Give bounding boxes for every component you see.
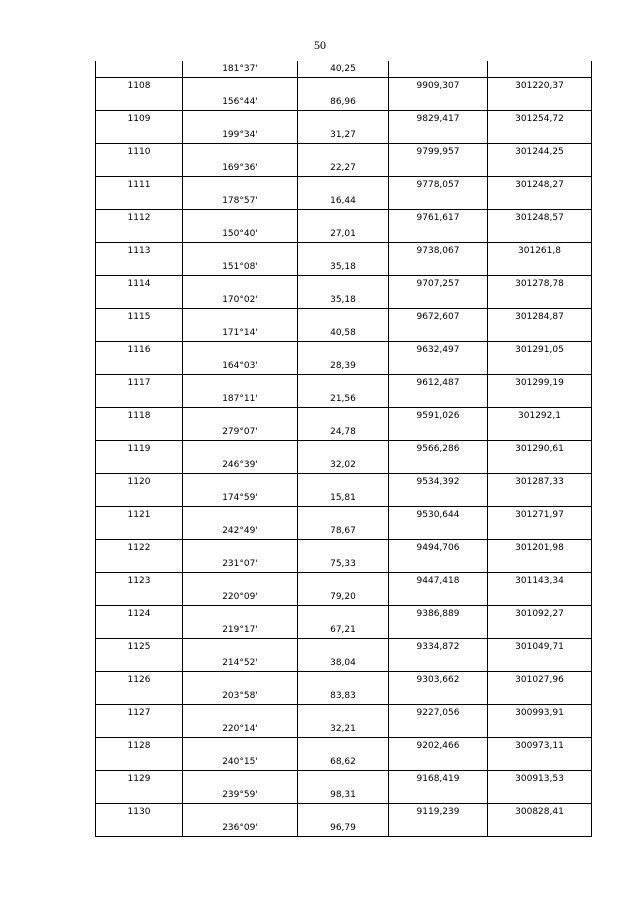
angle-cell: 169°36' bbox=[183, 160, 298, 177]
segment-row bbox=[96, 655, 592, 672]
distance-cell: 40,25 bbox=[298, 61, 389, 78]
point-id bbox=[96, 655, 183, 672]
segment-row bbox=[96, 226, 592, 243]
distance-cell: 86,96 bbox=[298, 94, 389, 111]
x-coordinate: 9591,026 bbox=[389, 408, 488, 425]
angle-cell: 164°03' bbox=[183, 358, 298, 375]
x-coordinate bbox=[389, 391, 488, 408]
point-id bbox=[96, 259, 183, 276]
y-coordinate bbox=[488, 127, 592, 144]
x-coordinate: 9447,418 bbox=[389, 573, 488, 590]
point-id: 1109 bbox=[96, 111, 183, 128]
segment-row bbox=[96, 325, 592, 342]
point-id bbox=[96, 754, 183, 771]
point-id bbox=[96, 226, 183, 243]
point-id bbox=[96, 721, 183, 738]
coordinates-table bbox=[95, 61, 592, 837]
distance-cell bbox=[298, 78, 389, 95]
x-coordinate bbox=[389, 193, 488, 210]
x-coordinate bbox=[389, 424, 488, 441]
point-id: 1126 bbox=[96, 672, 183, 689]
page-number: 50 bbox=[314, 38, 326, 52]
x-coordinate bbox=[389, 292, 488, 309]
angle-cell: 199°34' bbox=[183, 127, 298, 144]
distance-cell: 75,33 bbox=[298, 556, 389, 573]
x-coordinate: 9909,307 bbox=[389, 78, 488, 95]
distance-cell: 35,18 bbox=[298, 259, 389, 276]
distance-cell bbox=[298, 243, 389, 260]
point-row bbox=[96, 738, 592, 755]
point-id bbox=[96, 325, 183, 342]
point-id: 1110 bbox=[96, 144, 183, 161]
point-id: 1124 bbox=[96, 606, 183, 623]
x-coordinate: 9761,617 bbox=[389, 210, 488, 227]
x-coordinate: 9168,419 bbox=[389, 771, 488, 788]
segment-row bbox=[96, 688, 592, 705]
point-row bbox=[96, 144, 592, 161]
angle-cell bbox=[183, 474, 298, 491]
angle-cell: 220°09' bbox=[183, 589, 298, 606]
x-coordinate: 9202,466 bbox=[389, 738, 488, 755]
point-id bbox=[96, 193, 183, 210]
point-id: 1125 bbox=[96, 639, 183, 656]
angle-cell: 181°37' bbox=[183, 61, 298, 78]
distance-cell bbox=[298, 672, 389, 689]
x-coordinate bbox=[389, 589, 488, 606]
point-id: 1130 bbox=[96, 804, 183, 821]
segment-row bbox=[96, 589, 592, 606]
angle-cell bbox=[183, 672, 298, 689]
x-coordinate: 9334,872 bbox=[389, 639, 488, 656]
y-coordinate bbox=[488, 721, 592, 738]
point-id bbox=[96, 820, 183, 837]
point-id: 1112 bbox=[96, 210, 183, 227]
y-coordinate: 300973,11 bbox=[488, 738, 592, 755]
y-coordinate: 301244,25 bbox=[488, 144, 592, 161]
angle-cell: 236°09' bbox=[183, 820, 298, 837]
point-id: 1118 bbox=[96, 408, 183, 425]
x-coordinate: 9672,607 bbox=[389, 309, 488, 326]
y-coordinate: 301254,72 bbox=[488, 111, 592, 128]
distance-cell bbox=[298, 639, 389, 656]
angle-cell bbox=[183, 408, 298, 425]
angle-cell: 171°14' bbox=[183, 325, 298, 342]
angle-cell bbox=[183, 342, 298, 359]
segment-row bbox=[96, 820, 592, 837]
point-id: 1123 bbox=[96, 573, 183, 590]
x-coordinate bbox=[389, 523, 488, 540]
distance-cell bbox=[298, 738, 389, 755]
segment-row bbox=[96, 424, 592, 441]
angle-cell: 187°11' bbox=[183, 391, 298, 408]
x-coordinate bbox=[389, 226, 488, 243]
distance-cell bbox=[298, 705, 389, 722]
point-id: 1127 bbox=[96, 705, 183, 722]
segment-row bbox=[96, 754, 592, 771]
distance-cell: 22,27 bbox=[298, 160, 389, 177]
x-coordinate bbox=[389, 490, 488, 507]
angle-cell: 231°07' bbox=[183, 556, 298, 573]
x-coordinate: 9119,239 bbox=[389, 804, 488, 821]
segment-row bbox=[96, 193, 592, 210]
segment-row bbox=[96, 127, 592, 144]
segment-row bbox=[96, 358, 592, 375]
y-coordinate bbox=[488, 787, 592, 804]
point-row bbox=[96, 606, 592, 623]
x-coordinate: 9530,644 bbox=[389, 507, 488, 524]
x-coordinate: 9227,056 bbox=[389, 705, 488, 722]
point-id: 1129 bbox=[96, 771, 183, 788]
angle-cell bbox=[183, 210, 298, 227]
angle-cell: 203°58' bbox=[183, 688, 298, 705]
y-coordinate: 301287,33 bbox=[488, 474, 592, 491]
angle-cell: 151°08' bbox=[183, 259, 298, 276]
distance-cell: 32,02 bbox=[298, 457, 389, 474]
distance-cell: 83,83 bbox=[298, 688, 389, 705]
y-coordinate: 301201,98 bbox=[488, 540, 592, 557]
point-id bbox=[96, 622, 183, 639]
y-coordinate bbox=[488, 754, 592, 771]
point-id: 1115 bbox=[96, 309, 183, 326]
x-coordinate bbox=[389, 325, 488, 342]
point-id bbox=[96, 127, 183, 144]
distance-cell bbox=[298, 111, 389, 128]
angle-cell bbox=[183, 705, 298, 722]
y-coordinate bbox=[488, 193, 592, 210]
point-row bbox=[96, 78, 592, 95]
y-coordinate bbox=[488, 589, 592, 606]
angle-cell bbox=[183, 276, 298, 293]
point-id: 1121 bbox=[96, 507, 183, 524]
segment-row bbox=[96, 391, 592, 408]
distance-cell: 32,21 bbox=[298, 721, 389, 738]
angle-cell bbox=[183, 540, 298, 557]
point-id bbox=[96, 391, 183, 408]
angle-cell bbox=[183, 606, 298, 623]
x-coordinate bbox=[389, 721, 488, 738]
x-coordinate bbox=[389, 556, 488, 573]
angle-cell: 156°44' bbox=[183, 94, 298, 111]
segment-row bbox=[96, 292, 592, 309]
point-id bbox=[96, 292, 183, 309]
y-coordinate: 301049,71 bbox=[488, 639, 592, 656]
angle-cell bbox=[183, 144, 298, 161]
point-id bbox=[96, 424, 183, 441]
angle-cell: 178°57' bbox=[183, 193, 298, 210]
y-coordinate bbox=[488, 325, 592, 342]
angle-cell: 170°02' bbox=[183, 292, 298, 309]
x-coordinate: 9632,497 bbox=[389, 342, 488, 359]
point-id: 1120 bbox=[96, 474, 183, 491]
angle-cell: 242°49' bbox=[183, 523, 298, 540]
y-coordinate bbox=[488, 391, 592, 408]
x-coordinate: 9534,392 bbox=[389, 474, 488, 491]
angle-cell bbox=[183, 375, 298, 392]
y-coordinate: 301261,8 bbox=[488, 243, 592, 260]
y-coordinate: 301248,57 bbox=[488, 210, 592, 227]
distance-cell bbox=[298, 375, 389, 392]
angle-cell bbox=[183, 507, 298, 524]
x-coordinate bbox=[389, 688, 488, 705]
segment-row bbox=[96, 457, 592, 474]
x-coordinate: 9303,662 bbox=[389, 672, 488, 689]
angle-cell bbox=[183, 804, 298, 821]
x-coordinate: 9612,487 bbox=[389, 375, 488, 392]
distance-cell bbox=[298, 342, 389, 359]
point-row bbox=[96, 309, 592, 326]
point-row bbox=[96, 177, 592, 194]
angle-cell: 219°17' bbox=[183, 622, 298, 639]
point-row bbox=[96, 705, 592, 722]
distance-cell bbox=[298, 771, 389, 788]
point-id bbox=[96, 688, 183, 705]
angle-cell bbox=[183, 771, 298, 788]
y-coordinate bbox=[488, 523, 592, 540]
segment-row bbox=[96, 61, 592, 78]
distance-cell bbox=[298, 408, 389, 425]
point-row bbox=[96, 639, 592, 656]
point-row bbox=[96, 342, 592, 359]
distance-cell: 98,31 bbox=[298, 787, 389, 804]
angle-cell bbox=[183, 177, 298, 194]
y-coordinate: 301292,1 bbox=[488, 408, 592, 425]
distance-cell: 68,62 bbox=[298, 754, 389, 771]
y-coordinate: 301271,97 bbox=[488, 507, 592, 524]
point-row bbox=[96, 804, 592, 821]
angle-cell: 220°14' bbox=[183, 721, 298, 738]
distance-cell bbox=[298, 540, 389, 557]
distance-cell: 16,44 bbox=[298, 193, 389, 210]
angle-cell: 240°15' bbox=[183, 754, 298, 771]
y-coordinate bbox=[488, 457, 592, 474]
y-coordinate: 301284,87 bbox=[488, 309, 592, 326]
distance-cell: 38,04 bbox=[298, 655, 389, 672]
point-id: 1122 bbox=[96, 540, 183, 557]
x-coordinate: 9829,417 bbox=[389, 111, 488, 128]
point-row bbox=[96, 408, 592, 425]
y-coordinate: 301291,05 bbox=[488, 342, 592, 359]
segment-row bbox=[96, 160, 592, 177]
y-coordinate bbox=[488, 556, 592, 573]
x-coordinate bbox=[389, 94, 488, 111]
y-coordinate: 301299,19 bbox=[488, 375, 592, 392]
distance-cell: 27,01 bbox=[298, 226, 389, 243]
distance-cell: 79,20 bbox=[298, 589, 389, 606]
point-id bbox=[96, 490, 183, 507]
angle-cell bbox=[183, 78, 298, 95]
point-id: 1116 bbox=[96, 342, 183, 359]
x-coordinate bbox=[389, 655, 488, 672]
segment-row bbox=[96, 556, 592, 573]
y-coordinate bbox=[488, 424, 592, 441]
point-id: 1111 bbox=[96, 177, 183, 194]
angle-cell bbox=[183, 243, 298, 260]
distance-cell: 96,79 bbox=[298, 820, 389, 837]
segment-row bbox=[96, 259, 592, 276]
y-coordinate bbox=[488, 259, 592, 276]
point-id: 1117 bbox=[96, 375, 183, 392]
distance-cell bbox=[298, 276, 389, 293]
x-coordinate: 9566,286 bbox=[389, 441, 488, 458]
point-id: 1114 bbox=[96, 276, 183, 293]
segment-row bbox=[96, 490, 592, 507]
distance-cell: 67,21 bbox=[298, 622, 389, 639]
y-coordinate: 300913,53 bbox=[488, 771, 592, 788]
distance-cell: 21,56 bbox=[298, 391, 389, 408]
point-id: 1108 bbox=[96, 78, 183, 95]
y-coordinate: 301092,27 bbox=[488, 606, 592, 623]
distance-cell bbox=[298, 144, 389, 161]
angle-cell: 150°40' bbox=[183, 226, 298, 243]
point-id: 1128 bbox=[96, 738, 183, 755]
y-coordinate: 300828,41 bbox=[488, 804, 592, 821]
x-coordinate bbox=[389, 160, 488, 177]
point-id: 1113 bbox=[96, 243, 183, 260]
y-coordinate bbox=[488, 358, 592, 375]
point-id bbox=[96, 358, 183, 375]
y-coordinate bbox=[488, 226, 592, 243]
distance-cell bbox=[298, 804, 389, 821]
distance-cell: 24,78 bbox=[298, 424, 389, 441]
distance-cell bbox=[298, 177, 389, 194]
y-coordinate: 301290,61 bbox=[488, 441, 592, 458]
y-coordinate bbox=[488, 490, 592, 507]
point-id bbox=[96, 61, 183, 78]
distance-cell: 40,58 bbox=[298, 325, 389, 342]
point-row bbox=[96, 507, 592, 524]
x-coordinate bbox=[389, 127, 488, 144]
x-coordinate bbox=[389, 358, 488, 375]
point-row bbox=[96, 771, 592, 788]
angle-cell: 239°59' bbox=[183, 787, 298, 804]
angle-cell bbox=[183, 573, 298, 590]
y-coordinate: 301248,27 bbox=[488, 177, 592, 194]
angle-cell bbox=[183, 111, 298, 128]
x-coordinate bbox=[389, 61, 488, 78]
y-coordinate bbox=[488, 820, 592, 837]
x-coordinate: 9707,257 bbox=[389, 276, 488, 293]
y-coordinate: 301027,96 bbox=[488, 672, 592, 689]
distance-cell bbox=[298, 507, 389, 524]
x-coordinate: 9799,957 bbox=[389, 144, 488, 161]
point-id bbox=[96, 523, 183, 540]
distance-cell bbox=[298, 573, 389, 590]
y-coordinate: 301220,37 bbox=[488, 78, 592, 95]
distance-cell bbox=[298, 441, 389, 458]
angle-cell bbox=[183, 738, 298, 755]
y-coordinate bbox=[488, 688, 592, 705]
y-coordinate: 301278,78 bbox=[488, 276, 592, 293]
x-coordinate: 9386,889 bbox=[389, 606, 488, 623]
point-row bbox=[96, 474, 592, 491]
y-coordinate bbox=[488, 292, 592, 309]
angle-cell bbox=[183, 309, 298, 326]
segment-row bbox=[96, 622, 592, 639]
y-coordinate: 301143,34 bbox=[488, 573, 592, 590]
y-coordinate bbox=[488, 94, 592, 111]
y-coordinate bbox=[488, 160, 592, 177]
x-coordinate bbox=[389, 754, 488, 771]
point-row bbox=[96, 441, 592, 458]
segment-row bbox=[96, 523, 592, 540]
x-coordinate bbox=[389, 820, 488, 837]
y-coordinate: 300993,91 bbox=[488, 705, 592, 722]
point-id bbox=[96, 787, 183, 804]
x-coordinate bbox=[389, 622, 488, 639]
point-id bbox=[96, 556, 183, 573]
x-coordinate: 9778,057 bbox=[389, 177, 488, 194]
distance-cell bbox=[298, 210, 389, 227]
angle-cell: 214°52' bbox=[183, 655, 298, 672]
point-row bbox=[96, 111, 592, 128]
y-coordinate bbox=[488, 622, 592, 639]
point-id bbox=[96, 457, 183, 474]
point-row bbox=[96, 573, 592, 590]
x-coordinate: 9494,706 bbox=[389, 540, 488, 557]
distance-cell bbox=[298, 474, 389, 491]
point-row bbox=[96, 243, 592, 260]
angle-cell bbox=[183, 441, 298, 458]
distance-cell: 15,81 bbox=[298, 490, 389, 507]
distance-cell: 35,18 bbox=[298, 292, 389, 309]
point-id bbox=[96, 94, 183, 111]
point-id bbox=[96, 589, 183, 606]
segment-row bbox=[96, 721, 592, 738]
angle-cell: 246°39' bbox=[183, 457, 298, 474]
point-id bbox=[96, 160, 183, 177]
x-coordinate bbox=[389, 259, 488, 276]
angle-cell: 174°59' bbox=[183, 490, 298, 507]
point-id: 1119 bbox=[96, 441, 183, 458]
segment-row bbox=[96, 94, 592, 111]
point-row bbox=[96, 210, 592, 227]
distance-cell: 28,39 bbox=[298, 358, 389, 375]
angle-cell: 279°07' bbox=[183, 424, 298, 441]
angle-cell bbox=[183, 639, 298, 656]
x-coordinate bbox=[389, 457, 488, 474]
x-coordinate bbox=[389, 787, 488, 804]
distance-cell bbox=[298, 606, 389, 623]
segment-row bbox=[96, 787, 592, 804]
y-coordinate bbox=[488, 61, 592, 78]
point-row bbox=[96, 375, 592, 392]
y-coordinate bbox=[488, 655, 592, 672]
point-row bbox=[96, 276, 592, 293]
x-coordinate: 9738,067 bbox=[389, 243, 488, 260]
distance-cell: 31,27 bbox=[298, 127, 389, 144]
point-row bbox=[96, 672, 592, 689]
point-row bbox=[96, 540, 592, 557]
distance-cell: 78,67 bbox=[298, 523, 389, 540]
distance-cell bbox=[298, 309, 389, 326]
